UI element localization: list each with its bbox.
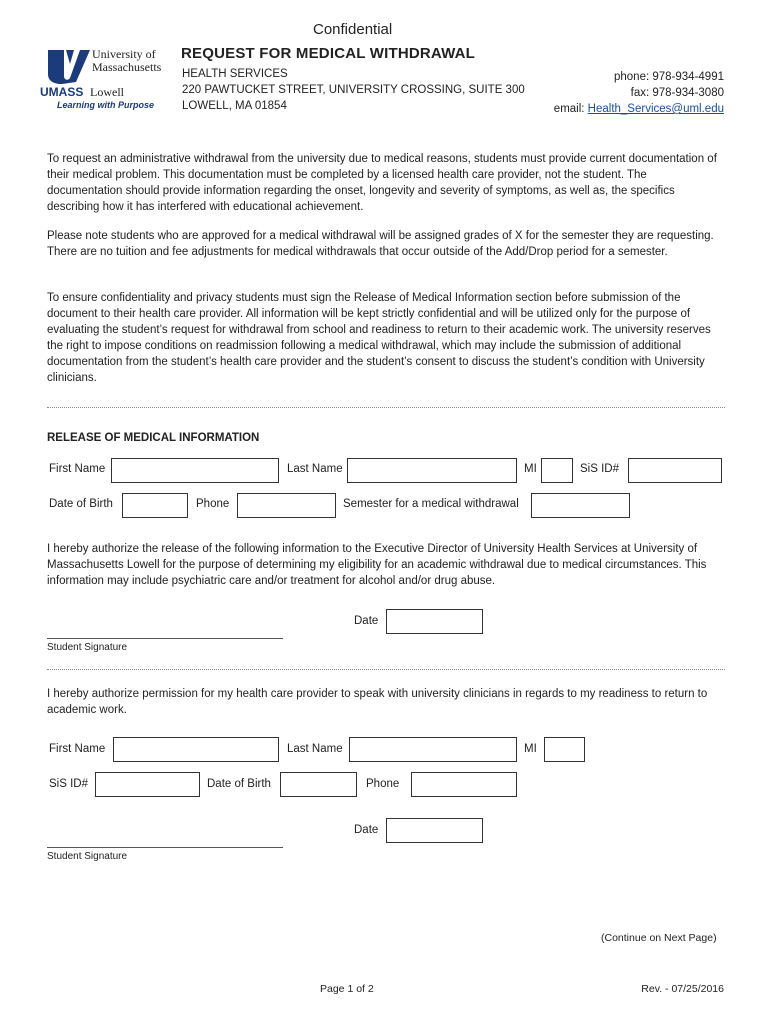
permission-signature-label: Student Signature <box>47 851 128 862</box>
sis-id-field[interactable] <box>628 458 722 483</box>
permission-date-field[interactable] <box>386 818 483 843</box>
confidential-label: Confidential <box>313 21 393 38</box>
page-number: Page 1 of 2 <box>320 983 374 995</box>
release-authorization-text: I hereby authorize the release of the following information to the Executive Director of University Health Services at University of Massachusetts Lowell for the purpose of determining my eligibility for an academic withdrawal due to medical circumstances. This information may include psychiatric care and/or treatment for alcohol and/or drug abuse. <box>47 543 707 587</box>
continue-note: (Continue on Next Page) <box>601 932 717 944</box>
dob-label: Date of Birth <box>49 498 113 510</box>
contact-info <box>554 69 724 117</box>
permission-authorization-text: I hereby authorize permission for my health care provider to speak with university clinicians in regards to my readiness to return to academic work. <box>47 688 708 716</box>
release-signature-label: Student Signature <box>47 642 128 653</box>
last-name-field[interactable] <box>347 458 517 483</box>
permission-last-name-label: Last Name <box>287 743 343 755</box>
permission-date-label: Date <box>354 824 379 836</box>
logo-tagline: Learning with Purpose <box>57 100 155 110</box>
permission-sis-id-label: SiS ID# <box>49 778 88 790</box>
email-label: email: <box>553 103 588 115</box>
permission-signature-line[interactable] <box>47 847 283 848</box>
release-signature-line[interactable] <box>47 638 283 639</box>
release-date-label: Date <box>354 615 379 627</box>
last-name-label: Last Name <box>287 463 343 475</box>
intro-paragraph-1: To request an administrative withdrawal from the university due to medical reasons, students must provide current documentation of their medical problem. This documentation must be completed by a licensed health care provider, not the student. The documentation should provide information regarding the onset, longevity and severity of symptoms, as well as, the specifics describing how it has interfered with educational achievement. <box>47 153 717 213</box>
mi-label: MI <box>524 463 537 475</box>
first-name-label: First Name <box>49 463 106 475</box>
logo-university-text: University of Massachusetts <box>92 47 162 74</box>
semester-field[interactable] <box>531 493 630 518</box>
permission-phone-label: Phone <box>366 778 400 790</box>
mi-field[interactable] <box>541 458 573 483</box>
permission-phone-field[interactable] <box>411 772 517 797</box>
permission-first-name-label: First Name <box>49 743 106 755</box>
revision-date: Rev. - 07/25/2016 <box>641 983 724 995</box>
phone-label: Phone <box>196 498 230 510</box>
intro-paragraph-2: Please note students who are approved for a medical withdrawal will be assigned grades of X for the semester they are requesting. There are no tuition and fee adjustments for medical withdrawals that occur outside of the Add/Drop period for a semester. <box>47 230 714 258</box>
office-address: HEALTH SERVICES 220 PAWTUCKET STREET, UNIVERSITY CROSSING, SUITE 300 LOWELL, MA 01854 <box>182 68 525 112</box>
release-date-field[interactable] <box>386 609 483 634</box>
sis-id-label: SiS ID# <box>580 463 619 475</box>
phone-field[interactable] <box>237 493 336 518</box>
permission-sis-id-field[interactable] <box>95 772 200 797</box>
permission-mi-label: MI <box>524 743 537 755</box>
permission-last-name-field[interactable] <box>349 737 517 762</box>
permission-mi-field[interactable] <box>544 737 585 762</box>
release-section-heading: RELEASE OF MEDICAL INFORMATION <box>47 432 260 444</box>
intro-paragraph-3: To ensure confidentiality and privacy students must sign the Release of Medical Information section before submission of the document to their health care provider. All information will be kept strictly confidential and will be utilized only for the purpose of evaluating the student’s request for withdrawal from school and readiness to return to their academic work. The university reserves the right to impose conditions on readmission following a medical withdrawal, which may include the submission of additional documentation from the student’s health care provider and the student’s consent to discuss the student’s condition with University clinicians. <box>47 292 711 384</box>
page-title: REQUEST FOR MEDICAL WITHDRAWAL <box>181 45 476 62</box>
divider <box>47 669 725 670</box>
logo-lowell: Lowell <box>90 85 124 99</box>
email-link[interactable]: Health_Services@uml.edu <box>587 103 724 115</box>
permission-dob-field[interactable] <box>280 772 357 797</box>
divider <box>47 407 725 408</box>
logo-umass: UMASS <box>40 85 84 99</box>
phone-number: phone: 978-934-4991 <box>614 71 724 83</box>
permission-first-name-field[interactable] <box>113 737 279 762</box>
permission-dob-label: Date of Birth <box>207 778 271 790</box>
semester-label: Semester for a medical withdrawal <box>343 498 519 510</box>
university-logo <box>40 46 170 116</box>
fax-number: fax: 978-934-3080 <box>630 87 724 99</box>
first-name-field[interactable] <box>111 458 279 483</box>
umass-emblem-icon <box>40 46 92 86</box>
dob-field[interactable] <box>122 493 188 518</box>
